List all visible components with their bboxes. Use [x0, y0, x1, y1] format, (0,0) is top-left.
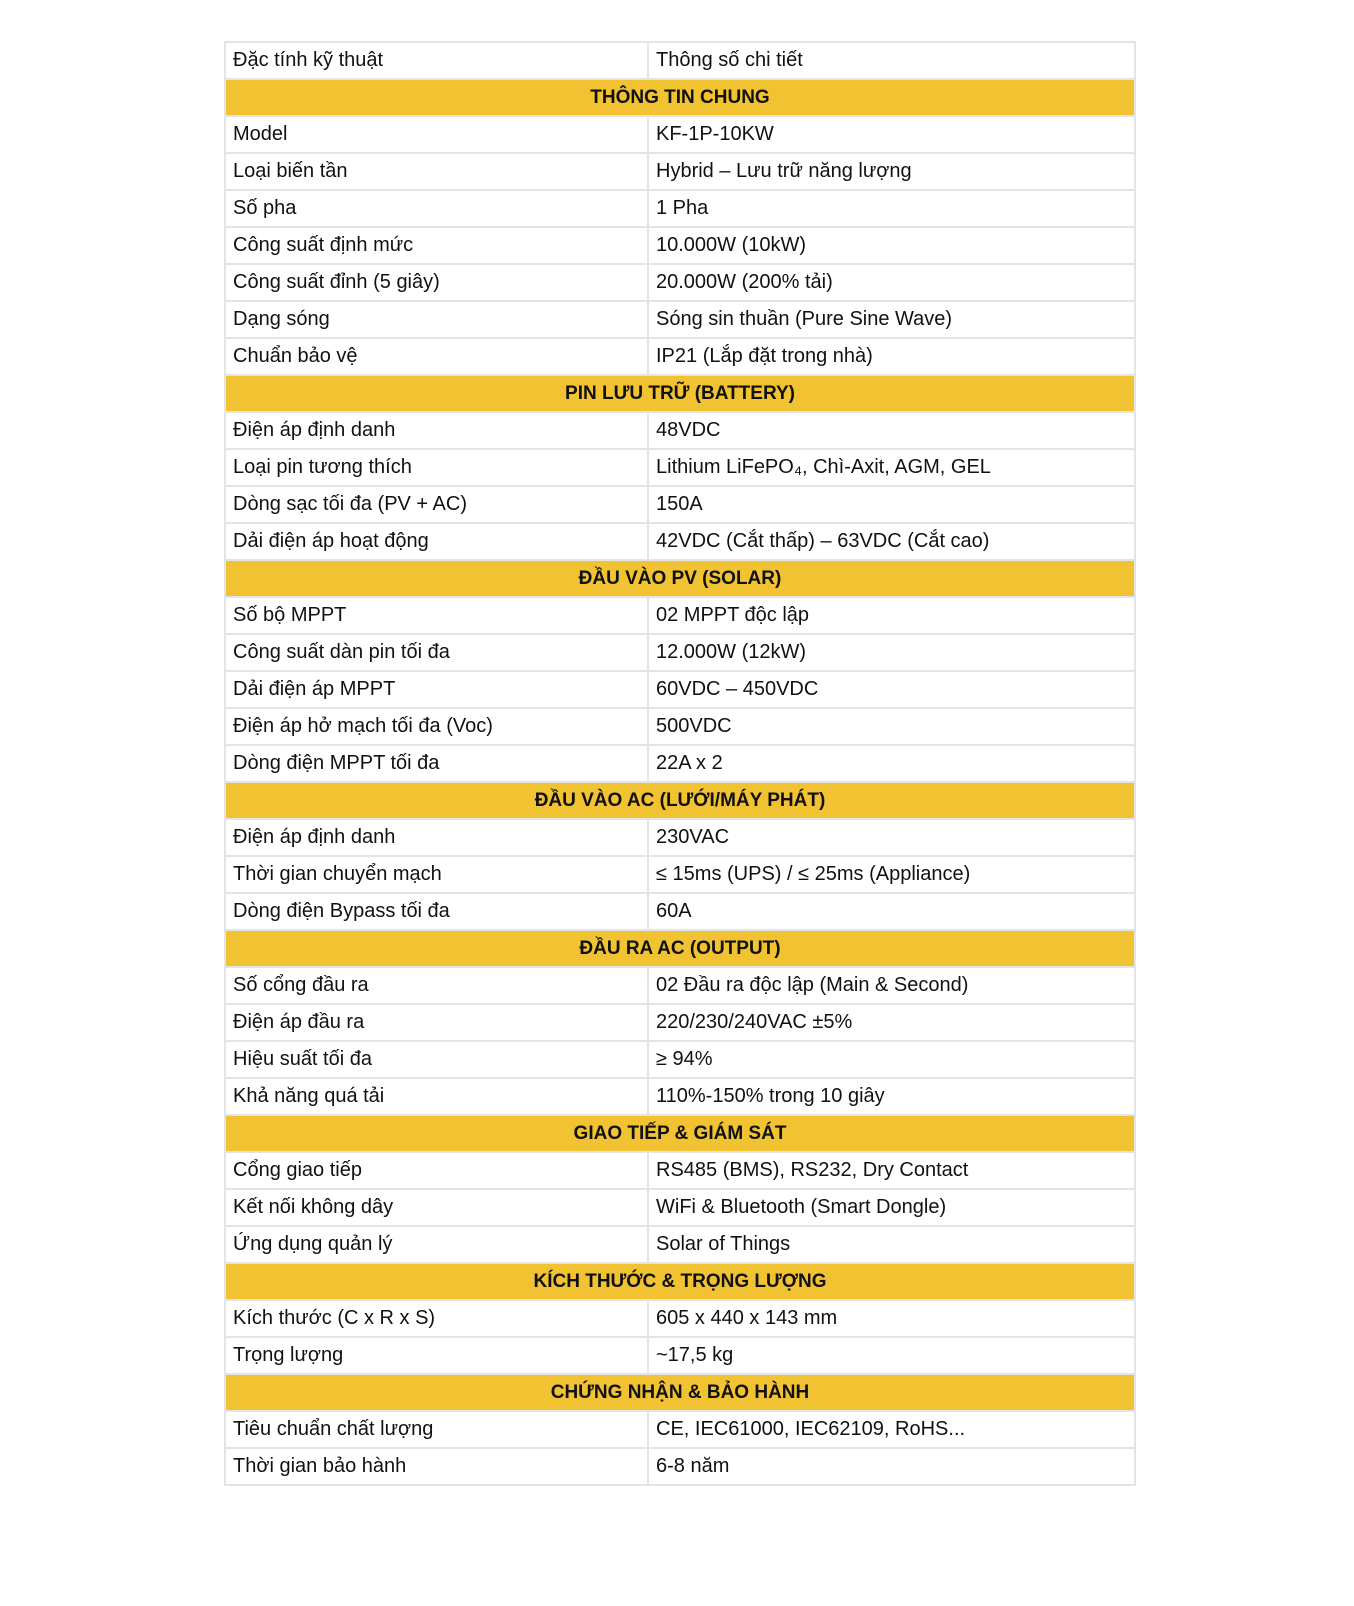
spec-label: Dải điện áp hoạt động — [225, 523, 648, 560]
spec-label: Công suất định mức — [225, 227, 648, 264]
header-characteristic: Đặc tính kỹ thuật — [225, 42, 648, 79]
spec-value: 230VAC — [648, 819, 1135, 856]
spec-label: Dòng sạc tối đa (PV + AC) — [225, 486, 648, 523]
spec-value: Lithium LiFePO₄, Chì-Axit, AGM, GEL — [648, 449, 1135, 486]
spec-value: Hybrid – Lưu trữ năng lượng — [648, 153, 1135, 190]
table-row — [225, 412, 1135, 449]
table-row — [225, 1337, 1135, 1374]
spec-value: CE, IEC61000, IEC62109, RoHS... — [648, 1411, 1135, 1448]
spec-value: 42VDC (Cắt thấp) – 63VDC (Cắt cao) — [648, 523, 1135, 560]
spec-value: ≤ 15ms (UPS) / ≤ 25ms (Appliance) — [648, 856, 1135, 893]
spec-label: Kết nối không dây — [225, 1189, 648, 1226]
spec-value: IP21 (Lắp đặt trong nhà) — [648, 338, 1135, 375]
table-row — [225, 116, 1135, 153]
spec-label: Điện áp định danh — [225, 819, 648, 856]
spec-table-body — [225, 42, 1135, 1485]
section-header-row — [225, 1263, 1135, 1300]
section-title: THÔNG TIN CHUNG — [225, 79, 1135, 116]
spec-label: Chuẩn bảo vệ — [225, 338, 648, 375]
spec-value: 10.000W (10kW) — [648, 227, 1135, 264]
table-row — [225, 264, 1135, 301]
table-row — [225, 1004, 1135, 1041]
section-title: GIAO TIẾP & GIÁM SÁT — [225, 1115, 1135, 1152]
spec-label: Dòng điện Bypass tối đa — [225, 893, 648, 930]
table-row — [225, 486, 1135, 523]
table-row — [225, 190, 1135, 227]
table-row — [225, 227, 1135, 264]
spec-value: ≥ 94% — [648, 1041, 1135, 1078]
spec-value: 20.000W (200% tải) — [648, 264, 1135, 301]
spec-label: Điện áp đầu ra — [225, 1004, 648, 1041]
table-row — [225, 819, 1135, 856]
table-row — [225, 153, 1135, 190]
spec-value: 605 x 440 x 143 mm — [648, 1300, 1135, 1337]
spec-label: Thời gian chuyển mạch — [225, 856, 648, 893]
table-row — [225, 523, 1135, 560]
spec-sheet — [224, 41, 1131, 1486]
section-title: ĐẦU VÀO PV (SOLAR) — [225, 560, 1135, 597]
spec-value: 150A — [648, 486, 1135, 523]
spec-label: Cổng giao tiếp — [225, 1152, 648, 1189]
table-row — [225, 856, 1135, 893]
spec-label: Số pha — [225, 190, 648, 227]
spec-label: Công suất đỉnh (5 giây) — [225, 264, 648, 301]
spec-label: Hiệu suất tối đa — [225, 1041, 648, 1078]
table-row — [225, 1078, 1135, 1115]
table-row — [225, 1189, 1135, 1226]
header-details: Thông số chi tiết — [648, 42, 1135, 79]
section-header-row — [225, 1115, 1135, 1152]
spec-value: Sóng sin thuần (Pure Sine Wave) — [648, 301, 1135, 338]
spec-value: 1 Pha — [648, 190, 1135, 227]
spec-value: 22A x 2 — [648, 745, 1135, 782]
table-row — [225, 967, 1135, 1004]
spec-value: Solar of Things — [648, 1226, 1135, 1263]
table-row — [225, 597, 1135, 634]
spec-value: 48VDC — [648, 412, 1135, 449]
spec-value: ~17,5 kg — [648, 1337, 1135, 1374]
spec-value: KF-1P-10KW — [648, 116, 1135, 153]
spec-label: Model — [225, 116, 648, 153]
spec-value: 220/230/240VAC ±5% — [648, 1004, 1135, 1041]
spec-value: RS485 (BMS), RS232, Dry Contact — [648, 1152, 1135, 1189]
section-title: ĐẦU RA AC (OUTPUT) — [225, 930, 1135, 967]
spec-label: Kích thước (C x R x S) — [225, 1300, 648, 1337]
spec-label: Số bộ MPPT — [225, 597, 648, 634]
section-header-row — [225, 560, 1135, 597]
section-title: ĐẦU VÀO AC (LƯỚI/MÁY PHÁT) — [225, 782, 1135, 819]
table-row — [225, 634, 1135, 671]
table-row — [225, 338, 1135, 375]
table-row — [225, 1300, 1135, 1337]
section-header-row — [225, 79, 1135, 116]
table-row — [225, 449, 1135, 486]
table-row — [225, 1411, 1135, 1448]
spec-label: Loại biến tần — [225, 153, 648, 190]
spec-label: Điện áp hở mạch tối đa (Voc) — [225, 708, 648, 745]
table-row — [225, 745, 1135, 782]
table-row — [225, 1152, 1135, 1189]
spec-value: WiFi & Bluetooth (Smart Dongle) — [648, 1189, 1135, 1226]
section-header-row — [225, 375, 1135, 412]
spec-value: 500VDC — [648, 708, 1135, 745]
table-row — [225, 708, 1135, 745]
section-title: CHỨNG NHẬN & BẢO HÀNH — [225, 1374, 1135, 1411]
spec-label: Dải điện áp MPPT — [225, 671, 648, 708]
spec-label: Thời gian bảo hành — [225, 1448, 648, 1485]
section-header-row — [225, 1374, 1135, 1411]
spec-value: 02 MPPT độc lập — [648, 597, 1135, 634]
spec-label: Số cổng đầu ra — [225, 967, 648, 1004]
spec-value: 12.000W (12kW) — [648, 634, 1135, 671]
table-row — [225, 893, 1135, 930]
spec-value: 02 Đầu ra độc lập (Main & Second) — [648, 967, 1135, 1004]
table-row — [225, 1226, 1135, 1263]
spec-value: 60A — [648, 893, 1135, 930]
table-row — [225, 301, 1135, 338]
spec-value: 60VDC – 450VDC — [648, 671, 1135, 708]
spec-label: Trọng lượng — [225, 1337, 648, 1374]
spec-value: 110%-150% trong 10 giây — [648, 1078, 1135, 1115]
section-title: PIN LƯU TRỮ (BATTERY) — [225, 375, 1135, 412]
spec-label: Dòng điện MPPT tối đa — [225, 745, 648, 782]
spec-label: Khả năng quá tải — [225, 1078, 648, 1115]
section-header-row — [225, 930, 1135, 967]
table-header-row — [225, 42, 1135, 79]
table-row — [225, 1041, 1135, 1078]
section-title: KÍCH THƯỚC & TRỌNG LƯỢNG — [225, 1263, 1135, 1300]
table-row — [225, 671, 1135, 708]
spec-table — [224, 41, 1136, 1486]
table-row — [225, 1448, 1135, 1485]
spec-label: Tiêu chuẩn chất lượng — [225, 1411, 648, 1448]
spec-label: Dạng sóng — [225, 301, 648, 338]
spec-value: 6-8 năm — [648, 1448, 1135, 1485]
spec-label: Ứng dụng quản lý — [225, 1226, 648, 1263]
section-header-row — [225, 782, 1135, 819]
spec-label: Công suất dàn pin tối đa — [225, 634, 648, 671]
spec-label: Loại pin tương thích — [225, 449, 648, 486]
spec-label: Điện áp định danh — [225, 412, 648, 449]
